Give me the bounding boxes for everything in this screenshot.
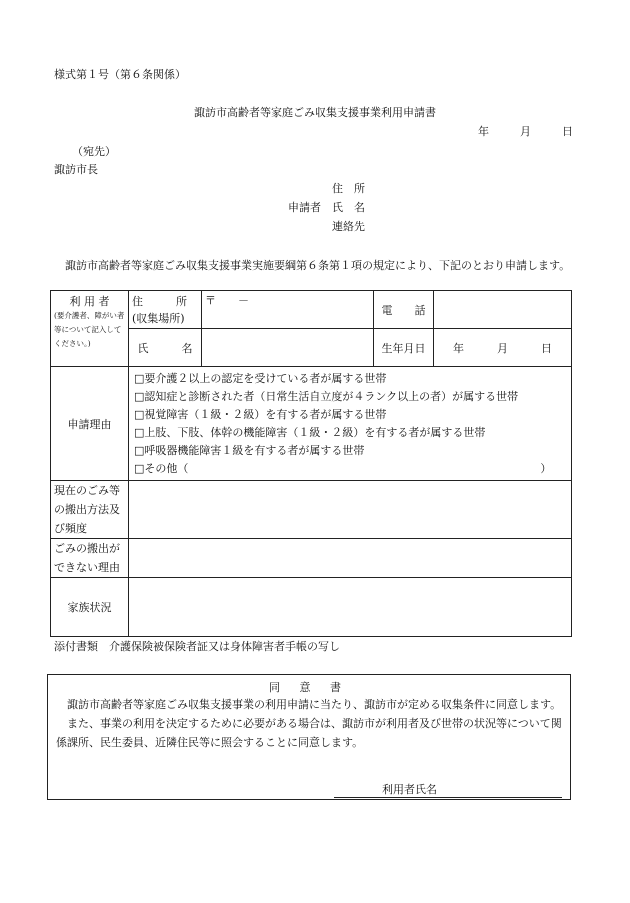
reason-option[interactable]: □認知症と診断された者（日常生活自立度が４ランク以上の者）が属する世帯 — [134, 389, 519, 403]
phone-label: 電 話 — [374, 291, 434, 329]
birth-label: 生年月日 — [374, 329, 434, 367]
name-label: 氏 名 — [129, 329, 202, 367]
date-year: 年 — [478, 125, 489, 138]
address-label: 住 所 — [132, 294, 187, 308]
name-field[interactable] — [202, 329, 374, 367]
reason-option[interactable]: □要介護２以上の認定を受けている者が属する世帯 — [134, 371, 387, 385]
date-day: 日 — [562, 125, 573, 138]
applicant-address-label: 住 所 — [332, 182, 365, 195]
consent-box — [47, 674, 571, 800]
mayor: 諏訪市長 — [54, 163, 98, 176]
cannot-reason-label: ごみの搬出ができない理由 — [51, 539, 129, 578]
signature-label: 利用者氏名 — [382, 783, 437, 796]
cannot-reason-field[interactable] — [129, 539, 572, 578]
reason-label: 申請理由 — [51, 367, 129, 481]
application-table — [50, 290, 572, 637]
attachments-note: 添付書類 介護保険被保険者証又は身体障害者手帳の写し — [54, 640, 340, 653]
user-cell — [51, 291, 129, 367]
signature-line[interactable] — [334, 781, 562, 798]
family-field[interactable] — [129, 578, 572, 637]
reason-option[interactable]: □上肢、下肢、体幹の機能障害（１級・２級）を有する者が属する世帯 — [134, 425, 486, 439]
intro-text: 諏訪市高齢者等家庭ごみ収集支援事業実施要綱第６条第１項の規定により、下記のとおり申請します。 — [65, 259, 571, 272]
family-label: 家族状況 — [51, 578, 129, 637]
address-label-cell — [129, 291, 202, 329]
applicant-label: 申請者 — [288, 201, 321, 214]
applicant-name-label: 氏 名 — [332, 201, 365, 214]
applicant-contact-label: 連絡先 — [332, 220, 365, 233]
document-title: 諏訪市高齢者等家庭ごみ収集支援事業利用申請書 — [194, 106, 436, 119]
form-number: 様式第１号（第６条関係） — [54, 68, 186, 81]
reason-options[interactable] — [129, 367, 572, 481]
current-method-field[interactable] — [129, 481, 572, 539]
date-month: 月 — [520, 125, 531, 138]
user-note: (要介護者、障がい者等について記入してください。) — [54, 311, 125, 348]
reason-option[interactable]: □視覚障害（１級・２級）を有する者が属する世帯 — [134, 407, 387, 421]
date-line — [478, 123, 573, 139]
user-label: 利 用 者 — [69, 295, 110, 308]
phone-field[interactable] — [434, 291, 572, 329]
consent-body — [56, 695, 568, 752]
addressee: （宛先） — [72, 145, 116, 158]
birth-field[interactable]: 年 月 日 — [434, 329, 572, 367]
consent-paragraph-1: 諏訪市高齢者等家庭ごみ収集支援事業の利用申請に当たり、諏訪市が定める収集条件に同意します。 — [67, 698, 562, 711]
postal-field[interactable] — [202, 291, 374, 329]
reason-option[interactable]: □その他（ ） — [134, 461, 552, 475]
consent-title: 同 意 書 — [269, 681, 349, 694]
postal-prefix: 〒 － — [205, 294, 249, 307]
reason-option[interactable]: □呼吸器機能障害１級を有する者が属する世帯 — [134, 443, 365, 457]
current-method-label: 現在のごみ等の搬出方法及び頻度 — [51, 481, 129, 539]
collection-place-label: (収集場所) — [132, 311, 185, 325]
consent-paragraph-2: また、事業の利用を決定するために必要がある場合は、諏訪市が利用者及び世帯の状況等について関係課所、民生委員、近隣住民等に照会することに同意します。 — [56, 717, 562, 749]
